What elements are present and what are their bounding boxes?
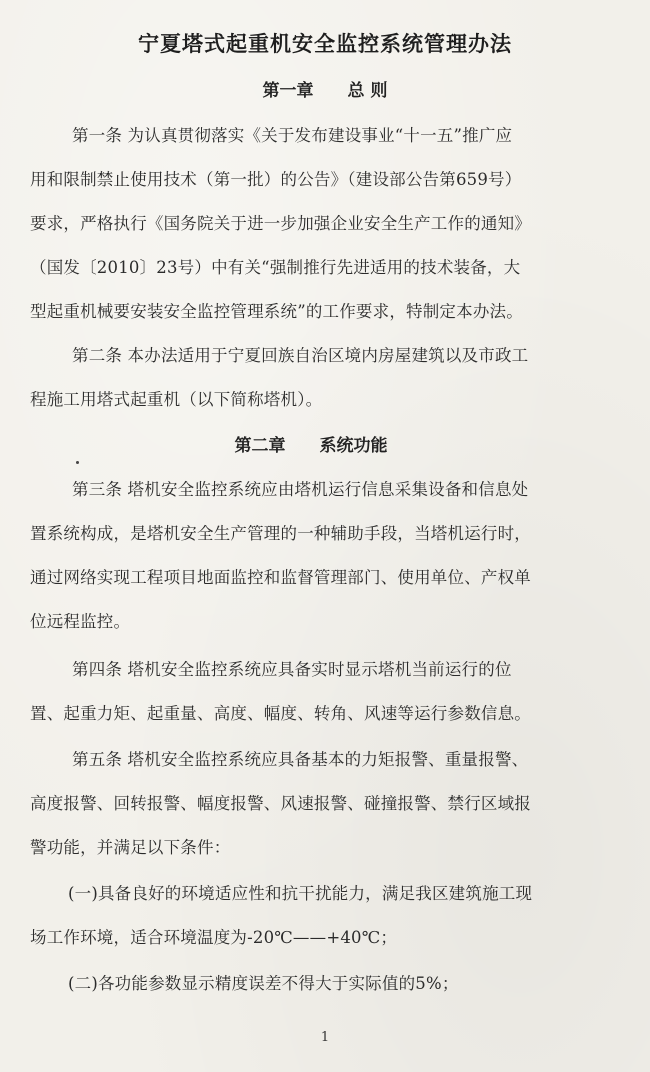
document-title: 宁夏塔式起重机安全监控系统管理办法 <box>138 31 512 56</box>
article-5-line-3: 警功能，并满足以下条件： <box>30 838 231 857</box>
item-1-line-2: 场工作环境，适合环境温度为-20℃——+40℃； <box>30 928 398 947</box>
article-1-line-3: 要求，严格执行《国务院关于进一步加强企业安全生产工作的通知》 <box>30 214 531 233</box>
chapter-2-heading <box>0 431 636 456</box>
chapter-2-label: 第二章 <box>234 436 286 456</box>
article-3-line-2: 置系统构成，是塔机安全生产管理的一种辅助手段，当塔机运行时， <box>30 524 531 543</box>
item-2-line-1: (二)各功能参数显示精度误差不得大于实际值的5%； <box>68 974 459 993</box>
article-3-line-3: 通过网络实现工程项目地面监控和监督管理部门、使用单位、产权单 <box>30 568 531 587</box>
chapter-1-heading <box>0 76 650 101</box>
article-4-line-2: 置、起重力矩、起重量、高度、幅度、转角、风速等运行参数信息。 <box>30 704 531 723</box>
article-3-line-1: 第三条 塔机安全监控系统应由塔机运行信息采集设备和信息处 <box>72 480 529 499</box>
article-4-line-1: 第四条 塔机安全监控系统应具备实时显示塔机当前运行的位 <box>72 660 512 679</box>
item-1-line-1: (一)具备良好的环境适应性和抗干扰能力，满足我区建筑施工现 <box>68 884 533 903</box>
article-2-line-2: 程施工用塔式起重机（以下简称塔机）。 <box>30 390 323 409</box>
article-1-line-4: （国发〔2010〕23号）中有关“强制推行先进适用的技术装备，大 <box>30 258 521 277</box>
article-1-line-2: 用和限制禁止使用技术（第一批）的公告》（建设部公告第659号） <box>30 170 522 189</box>
article-5-line-1: 第五条 塔机安全监控系统应具备基本的力矩报警、重量报警、 <box>72 750 529 769</box>
chapter-2-name: 系统功能 <box>319 436 388 456</box>
chapter-1-label: 第一章 <box>262 81 314 101</box>
article-1-line-1: 第一条 为认真贯彻落实《关于发布建设事业“十一五”推广应 <box>72 126 513 145</box>
scan-speck <box>76 461 79 464</box>
article-5-line-2: 高度报警、回转报警、幅度报警、风速报警、碰撞报警、禁行区域报 <box>30 794 531 813</box>
chapter-1-name: 总 则 <box>347 81 388 101</box>
page-number: 1 <box>320 1030 330 1045</box>
article-3-line-4: 位远程监控。 <box>30 612 131 631</box>
article-1-line-5: 型起重机械要安装安全监控管理系统”的工作要求，特制定本办法。 <box>30 302 523 321</box>
article-2-line-1: 第二条 本办法适用于宁夏回族自治区境内房屋建筑以及市政工 <box>72 346 529 365</box>
